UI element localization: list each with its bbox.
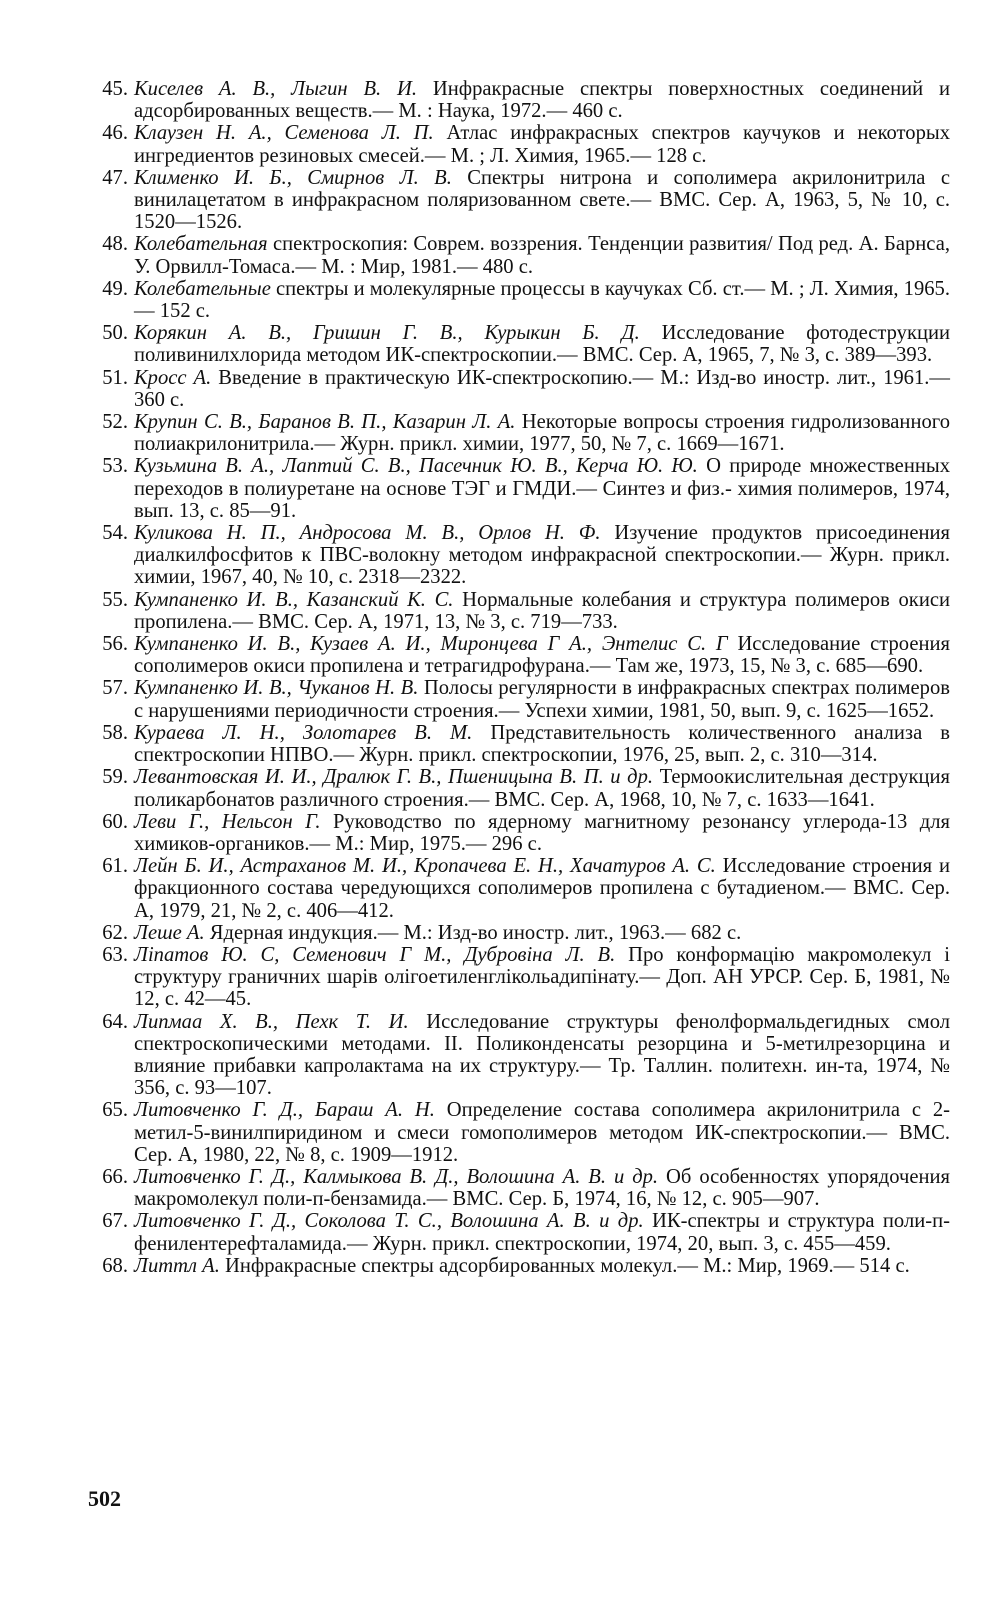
page-number: 502 [88,1486,121,1511]
reference-text: О природе множественных переходов в полиуретане на основе ТЭГ и ГМДИ.— Синтез и физ.- химия полимеров, 1974, вып. 13, с. 85—91. [134,455,951,522]
reference-text: ИК-спектры и структура поли-п-фенилентерефталамида.— Журн. прикл. спектроскопии, 1974, 20, вып. 3, с. 455—459. [134,1210,950,1255]
reference-number: 64. [102,1010,128,1033]
reference-entry [84,167,950,234]
reference-authors: Литовченко Г. Д., Калмыкова В. Д., Волошина А. В. и др. [134,1165,659,1188]
reference-authors: Леви Г., Нельсон Г. [134,810,321,833]
reference-entry [84,922,950,944]
reference-authors: Литовченко Г. Д., Соколова Т. С., Волошина А. В. и др. [134,1210,644,1233]
reference-authors: Липмаа Х. В., Пехк Т. И. [134,1010,409,1033]
reference-entry [84,411,950,455]
reference-number: 66. [102,1165,128,1188]
reference-entry [84,944,950,1011]
reference-entry [84,322,950,366]
reference-number: 52. [102,411,128,434]
reference-list [84,78,950,1277]
reference-number: 62. [102,921,128,944]
reference-number: 68. [102,1254,128,1277]
reference-number: 56. [102,633,128,656]
reference-number: 49. [102,277,128,300]
reference-text: Инфракрасные спектры поверхностных соединений и адсорбированных веществ.— М. : Наука, 1972.— 460 с. [134,78,951,123]
reference-entry [84,811,950,855]
reference-authors: Кураева Л. Н., Золотарев В. М. [134,721,473,744]
reference-text: Про конформацію макромолекул і структуру граничних шарів олігоетиленглікольадипінату.— Доп. АН УРСР. Сер. Б, 1981, № 12, с. 42—45. [134,943,950,1011]
reference-entry [84,278,950,322]
reference-authors: Литовченко Г. Д., Бараш А. Н. [134,1099,435,1122]
reference-text: Определение состава сополимера акрилонитрила с 2-метил-5-винилпиридином и смеси гомополимеров методом ИК-спектроскопии.— ВМС. Сер. А, 1980, 22, № 8, с. 1909—1912. [134,1099,950,1166]
reference-number: 59. [102,766,128,789]
reference-text: спектроскопия: Соврем. воззрения. Тенденции развития/ Под ред. А. Барнса, У. Орвилл-Томаса.— М. : Мир, 1981.— 480 с. [134,233,950,278]
reference-entry [84,522,950,589]
reference-authors: Корякин А. В., Гришин Г. В., Курыкин Б. Д. [134,322,640,345]
reference-text: Некоторые вопросы строения гидролизованного полиакрилонитрила.— Журн. прикл. химии, 1977, 50, № 7, с. 1669—1671. [134,411,950,456]
reference-text: Инфракрасные спектры адсорбированных молекул.— М.: Мир, 1969.— 514 с. [219,1254,910,1277]
reference-entry [84,1255,950,1277]
reference-number: 60. [102,810,128,833]
reference-number: 67. [102,1210,128,1233]
reference-number: 55. [102,588,128,611]
reference-authors: Кросс А. [134,366,212,389]
reference-entry [84,722,950,766]
reference-text: Полосы регулярности в инфракрасных спектрах полимеров с нарушениями периодичности строения.— Успехи химии, 1981, 50, вып. 9, с. 1625—1652. [134,677,950,722]
reference-text: Исследование строения сополимеров окиси пропилена и тетрагидрофурана.— Там же, 1973, 15, № 3, с. 685—690. [134,633,950,678]
reference-number: 58. [102,721,128,744]
reference-entry [84,633,950,677]
reference-authors: Куликова Н. П., Андросова М. В., Орлов Н. Ф. [134,522,601,545]
reference-text: Изучение продуктов присоединения диалкилфосфитов к ПВС-волокну методом инфракрасной спектроскопии.— Журн. прикл. химии, 1967, 40, № 10, с. 2318—2322. [134,522,950,589]
reference-number: 50. [102,322,128,345]
reference-number: 47. [102,166,128,189]
reference-text: Представительность количественного анализа в спектроскопии НПВО.— Журн. прикл. спектроскопии, 1976, 25, вып. 2, с. 310—314. [134,721,950,767]
reference-authors: Киселев А. В., Лыгин В. И. [134,78,418,100]
reference-number: 45. [102,78,128,100]
reference-text: Нормальные колебания и структура полимеров окиси пропилена.— ВМС. Сер. А, 1971, 13, № 3, с. 719—733. [134,588,950,633]
reference-entry [84,1011,950,1100]
reference-authors: Кумпаненко И. В., Чуканов Н. В. [134,677,419,700]
reference-number: 46. [102,122,128,145]
reference-text: Об особенностях упорядочения макромолекул поли-п-бензамида.— ВМС. Сер. Б, 1974, 16, № 12, с. 905—907. [134,1165,950,1211]
reference-number: 51. [102,366,128,389]
reference-authors: Клименко И. Б., Смирнов Л. В. [134,166,452,189]
reference-number: 57. [102,677,128,700]
reference-authors: Левантовская И. И., Дралюк Г. В., Пшеницына В. П. и др. [134,766,654,789]
reference-entry [84,1099,950,1166]
reference-entry [84,1210,950,1254]
reference-number: 48. [102,233,128,256]
reference-entry [84,589,950,633]
reference-text: Спектры нитрона и сополимера акрилонитрила с винилацетатом в инфракрасном поляризованном свете.— ВМС. Сер. А, 1963, 5, № 10, с. 1520—1526. [134,166,950,234]
reference-text: Исследование строения и фракционного состава чередующихся сополимеров пропилена с бутадиеном.— ВМС. Сер. А, 1979, 21, № 2, с. 406—412. [134,855,951,922]
reference-authors: Леше А. [134,921,205,944]
reference-text: Введение в практическую ИК-спектроскопию.— М.: Изд-во иностр. лит., 1961.— 360 с. [134,366,950,411]
reference-text: спектры и молекулярные процессы в каучуках Сб. ст.— М. ; Л. Химия, 1965.— 152 с. [134,277,950,323]
reference-text: Атлас инфракрасных спектров каучуков и некоторых ингредиентов резиновых смесей.— М. ; Л. Химия, 1965.— 128 с. [134,122,951,167]
reference-authors: Колебательные [134,277,271,300]
reference-number: 54. [102,522,128,545]
reference-text: Руководство по ядерному магнитному резонансу углерода-13 для химиков-органиков.— М.: Мир, 1975.— 296 с. [134,810,950,855]
reference-entry [84,677,950,721]
reference-authors: Кумпаненко И. В., Казанский К. С. [134,588,454,611]
reference-authors: Крупин С. В., Баранов В. П., Казарин Л. А. [134,411,516,434]
reference-entry [84,1166,950,1210]
reference-authors: Колебательная [134,233,268,256]
reference-text: Исследование фотодеструкции поливинилхлорида методом ИК-спектроскопии.— ВМС. Сер. А, 1965, 7, № 3, с. 389—393. [134,322,951,367]
reference-number: 65. [102,1099,128,1122]
reference-authors: Ліпатов Ю. С, Семенович Г М., Дубровіна Л. В. [134,943,616,966]
reference-entry [84,455,950,522]
reference-number: 63. [102,943,128,966]
reference-authors: Кумпаненко И. В., Кузаев А. И., Миронцева Г А., Энтелис С. Г [134,633,728,656]
reference-entry [84,766,950,810]
reference-text: Исследование структуры фенолформальдегидных смол спектроскопическими методами. II. Поликонденсаты резорцина и 5-метилрезорцина и влияние прибавки капролактама на их структуру.— Тр. Таллин. политехн. ин-та, 1974, № 356, с. 93—107. [134,1010,950,1100]
reference-authors: Лейн Б. И., Астраханов М. И., Кропачева Е. Н., Хачатуров А. С. [134,855,716,878]
reference-authors: Клаузен Н. А., Семенова Л. П. [134,122,434,145]
reference-entry [84,233,950,277]
reference-entry [84,122,950,166]
reference-entry [84,78,950,122]
reference-text: Термоокислительная деструкция поликарбонатов различного строения.— ВМС. Сер. А, 1968, 10, № 7, с. 1633—1641. [134,766,950,811]
reference-authors: Литтл А. [134,1254,220,1277]
reference-number: 53. [102,455,128,478]
reference-entry [84,855,950,922]
reference-entry [84,367,950,411]
reference-number: 61. [102,855,128,878]
reference-text: Ядерная индукция.— М.: Изд-во иностр. лит., 1963.— 682 с. [204,921,742,944]
reference-authors: Кузьмина В. А., Лаптий С. В., Пасечник Ю. В., Керча Ю. Ю. [134,455,698,478]
